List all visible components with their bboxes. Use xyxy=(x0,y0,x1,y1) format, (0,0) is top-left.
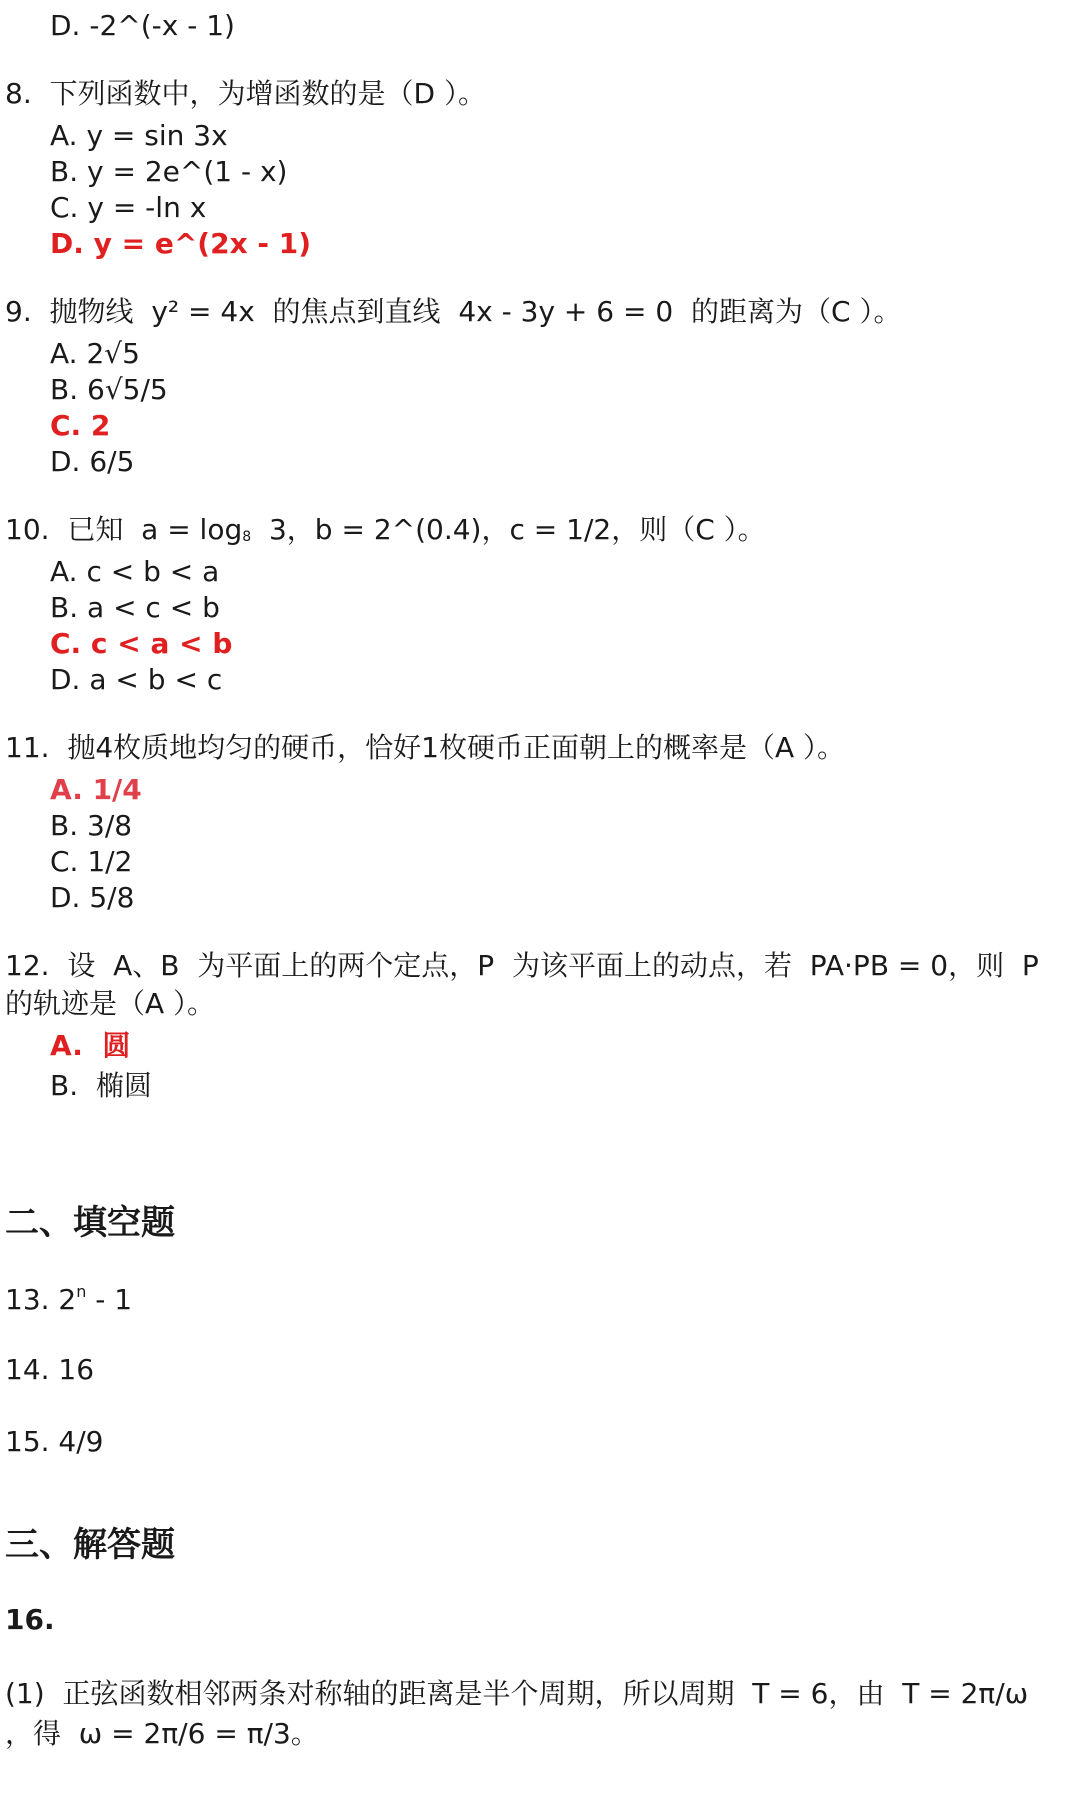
q10-log-base: 8 xyxy=(242,529,252,545)
q10-option-b: B. a < c < b xyxy=(50,591,220,624)
section-solutions-title: 三、解答题 xyxy=(5,1525,175,1565)
q13-post: - 1 xyxy=(86,1283,133,1316)
q8-stem: 8. 下列函数中，为增函数的是（D ）。 xyxy=(5,77,486,110)
q11-stem: 11. 抛4枚质地均匀的硬币，恰好1枚硬币正面朝上的概率是（A ）。 xyxy=(5,731,846,764)
q14-answer: 14. 16 xyxy=(5,1353,95,1386)
q10-option-d: D. a < b < c xyxy=(50,663,223,696)
q8-option-c: C. y = -ln x xyxy=(50,191,207,224)
q11-option-c: C. 1/2 xyxy=(50,845,133,878)
q8-option-d-answer: D. y = e^(2x - 1) xyxy=(50,227,312,260)
q13-exponent: n xyxy=(76,1282,87,1301)
q13-pre: 13. 2 xyxy=(5,1283,77,1316)
q10-stem xyxy=(5,513,766,546)
q13-answer xyxy=(5,1284,132,1314)
q16-number: 16. xyxy=(5,1603,55,1636)
q10-stem-post: 3，b = 2^(0.4)，c = 1/2，则（C ）。 xyxy=(251,513,766,546)
q16-solution-line2: ，得 ω = 2π/6 = π/3。 xyxy=(5,1717,319,1750)
q11-option-a-answer: A. 1/4 xyxy=(50,773,142,806)
q12-option-a-answer: A. 圆 xyxy=(50,1029,131,1062)
q9-option-d: D. 6/5 xyxy=(50,445,135,478)
q7-option-d: D. -2^(-x - 1) xyxy=(50,9,235,42)
q12-stem-line1: 12. 设 A、B 为平面上的两个定点，P 为该平面上的动点，若 PA·PB = 0，则 P xyxy=(5,949,1039,982)
q15-answer: 15. 4/9 xyxy=(5,1425,104,1458)
section-fill-in-title: 二、填空题 xyxy=(5,1203,175,1243)
q10-option-a: A. c < b < a xyxy=(50,555,220,588)
q9-option-a: A. 2√5 xyxy=(50,337,140,370)
q10-option-c-answer: C. c < a < b xyxy=(50,627,233,660)
q12-option-b: B. 椭圆 xyxy=(50,1069,152,1102)
q9-stem: 9. 抛物线 y² = 4x 的焦点到直线 4x - 3y + 6 = 0 的距离为（C ）。 xyxy=(5,295,902,328)
q12-stem-line2: 的轨迹是（A ）。 xyxy=(5,987,216,1020)
q11-option-b: B. 3/8 xyxy=(50,809,133,842)
q9-option-c-answer: C. 2 xyxy=(50,409,111,442)
q9-option-b: B. 6√5/5 xyxy=(50,373,168,406)
q8-option-b: B. y = 2e^(1 - x) xyxy=(50,155,288,188)
q10-stem-pre: 10. 已知 a = log xyxy=(5,513,243,546)
q16-solution-line1: (1) 正弦函数相邻两条对称轴的距离是半个周期，所以周期 T = 6，由 T = 2π/ω xyxy=(5,1677,1029,1710)
q11-option-d: D. 5/8 xyxy=(50,881,135,914)
q8-option-a: A. y = sin 3x xyxy=(50,119,228,152)
